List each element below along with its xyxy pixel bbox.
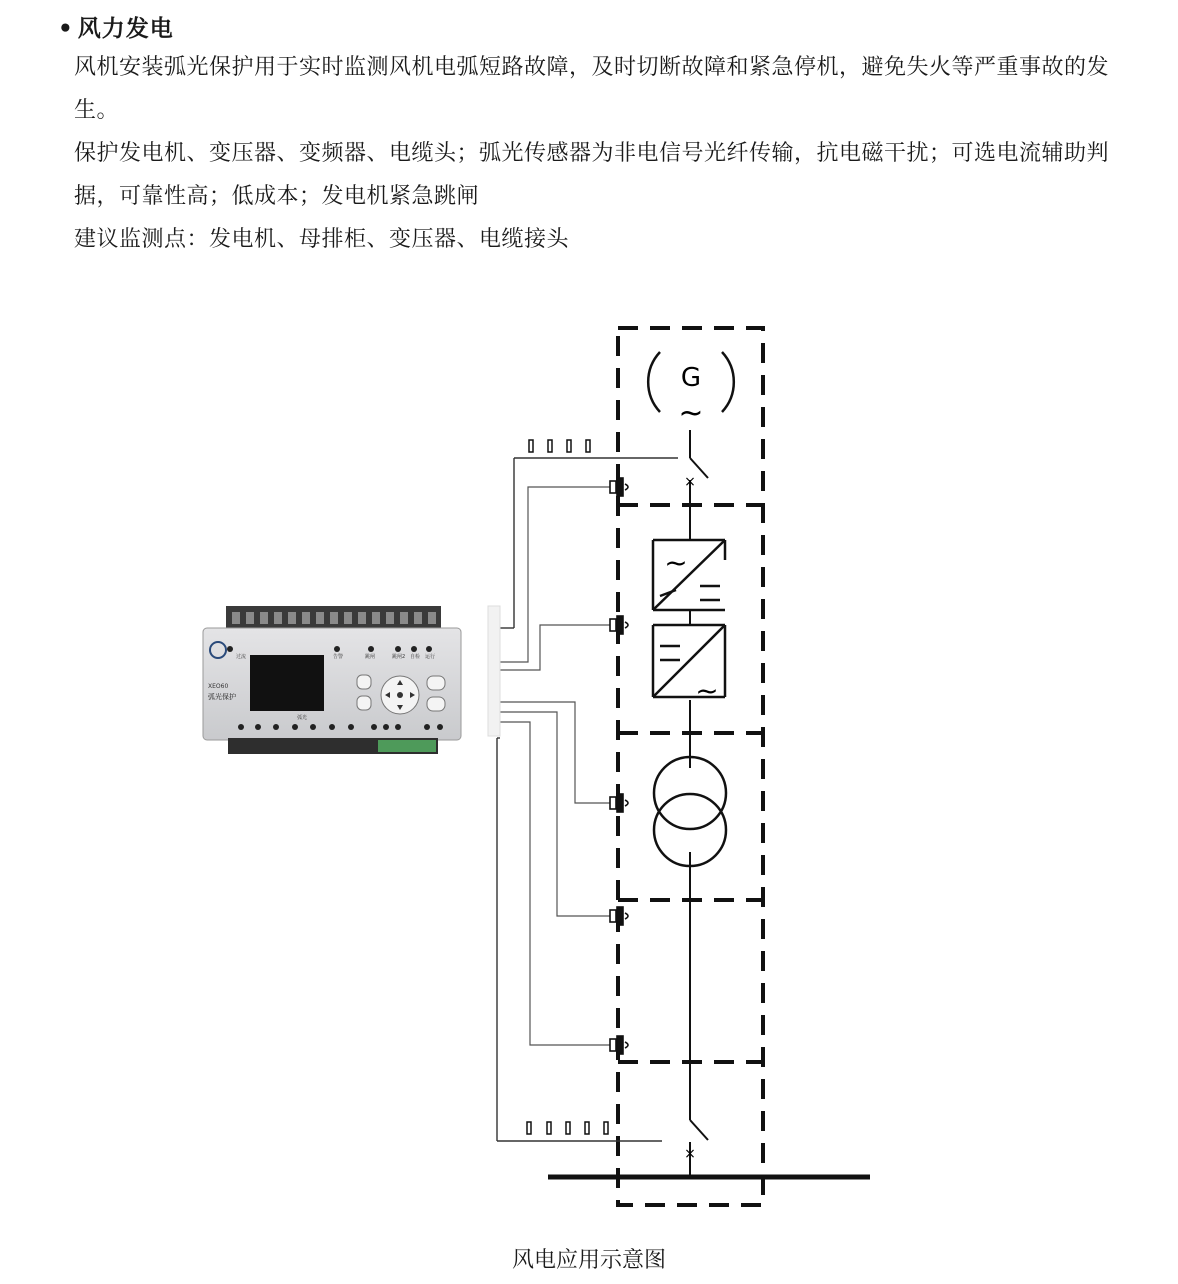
- device-led-label-4: 跳闸2: [392, 654, 406, 660]
- device-name: 弧光保护: [208, 693, 236, 701]
- converter-lower-ac: ~: [695, 674, 719, 707]
- trip-wire-top: [500, 458, 678, 628]
- device-bottom-label: 弧光: [297, 715, 308, 721]
- arc-sensor-4: [610, 907, 628, 925]
- generator-symbol: [648, 352, 734, 431]
- breaker-top-x: ×: [684, 474, 696, 490]
- trip-wire-bottom: [497, 738, 662, 1141]
- device-connector-strip: [488, 606, 500, 736]
- heading-title: 风力发电: [77, 16, 174, 42]
- device-screen: [250, 655, 324, 711]
- device-model: XEO60: [208, 683, 229, 690]
- converter-upper-ac: ~: [664, 546, 688, 579]
- sensor-wires: [500, 487, 610, 1045]
- arc-protection-device: [203, 606, 461, 754]
- device-led-label-1: 过流: [236, 654, 247, 660]
- figure-caption: 风电应用示意图: [511, 1248, 666, 1273]
- trip-relay-top: [529, 440, 590, 452]
- heading-bullet: •: [58, 16, 74, 42]
- device-led-label-3: 跳闸: [365, 654, 376, 660]
- device-led-label-5: 自检: [410, 654, 421, 660]
- paragraph-monitor-points: 建议监测点：发电机、母排柜、变压器、电缆接头: [74, 227, 570, 252]
- transformer-symbol: [654, 757, 726, 866]
- generator-letter: G: [680, 363, 702, 393]
- paragraph-features: 保护发电机、变压器、变频器、电缆头；弧光传感器为非电信号光纤传输，抗电磁干扰；可选电流辅助判据，可靠性高；低成本；发电机紧急跳闸: [74, 141, 1110, 209]
- device-led-label-6: 运行: [425, 654, 436, 660]
- device-body: [203, 628, 461, 740]
- generator-ac-symbol: ~: [678, 396, 704, 431]
- arc-sensor-1: [610, 478, 628, 496]
- breaker-bottom-x: ×: [684, 1146, 696, 1162]
- arc-sensor-2: [610, 616, 628, 634]
- device-led-label-2: 告警: [333, 654, 344, 660]
- trip-relay-bottom: [527, 1122, 608, 1134]
- paragraph-intro: 风机安装弧光保护用于实时监测风机电弧短路故障，及时切断故障和紧急停机，避免失火等严重事故的发生。: [74, 55, 1110, 123]
- arc-sensor-3: [610, 794, 628, 812]
- arc-sensor-5: [610, 1036, 628, 1054]
